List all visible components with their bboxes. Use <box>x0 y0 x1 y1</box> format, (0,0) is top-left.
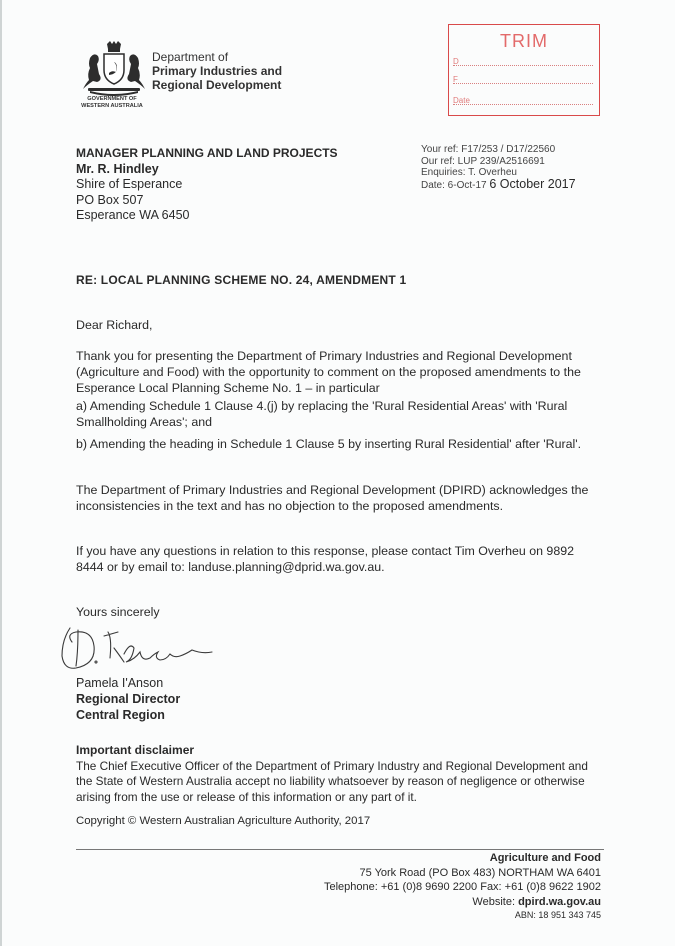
closing: Yours sincerely <box>76 605 160 619</box>
footer-website-label: Website: <box>472 895 519 908</box>
footer-address: 75 York Road (PO Box 483) NORTHAM WA 6401 <box>359 866 601 879</box>
trim-label-f: F <box>453 75 458 84</box>
paragraph-1b: b) Amending the heading in Schedule 1 Clause 5 by inserting Rural Residential' after 'Rural'. <box>76 437 582 451</box>
footer-website-line <box>324 895 601 910</box>
enquiries: Enquiries: T. Overheu <box>421 167 517 179</box>
salutation: Dear Richard, <box>76 318 153 332</box>
department-name <box>152 50 282 92</box>
signer-region: Central Region <box>76 708 165 722</box>
subject-line: RE: LOCAL PLANNING SCHEME NO. 24, AMENDMENT 1 <box>76 273 407 287</box>
trim-line-date <box>453 104 593 105</box>
paragraph-1a: a) Amending Schedule 1 Clause 4.(j) by replacing the 'Rural Residential Areas' with 'Rural Smallholding Areas'; and <box>76 399 568 429</box>
reference-block <box>421 144 576 191</box>
date-line <box>421 176 576 192</box>
disclaimer-text: The Chief Executive Officer of the Department of Primary Industry and Regional Development and the State of Western Australia accept no liability whatsoever by reason of negligence or otherwise arising from the use or release of this information or any part of it. <box>76 759 588 804</box>
footer-divider <box>76 849 604 850</box>
date-label: Date: 6-Oct-17 <box>421 179 487 191</box>
your-ref: Your ref: F17/253 / D17/22560 <box>421 144 556 155</box>
signer-title: Regional Director <box>76 692 181 706</box>
trim-stamp <box>448 24 600 116</box>
footer-telephone: Telephone: +61 (0)8 9690 2200 Fax: +61 (0)8 9622 1902 <box>323 881 601 894</box>
addressee-po-box: PO Box 507 <box>76 192 144 207</box>
footer-abn: ABN: 18 951 343 745 <box>514 910 601 921</box>
footer-website-link[interactable]: dpird.wa.gov.au <box>518 895 601 908</box>
signer-block <box>76 675 180 723</box>
dept-line2: Primary Industries and <box>152 64 283 78</box>
trim-label-d: D <box>453 57 459 66</box>
paragraph-3: If you have any questions in relation to this response, please contact Tim Overheu on 9892 8444 or by email to: landuse.planning@dprid.wa.gov.au. <box>76 544 574 574</box>
dept-line1: Department of <box>152 50 229 64</box>
trim-line-d <box>453 65 593 66</box>
date-long: 6 October 2017 <box>489 176 576 191</box>
signer-name: Pamela I'Anson <box>76 676 164 690</box>
addressee-org: Shire of Esperance <box>76 177 183 192</box>
addressee-city: Esperance WA 6450 <box>76 208 190 223</box>
addressee-name: Mr. R. Hindley <box>76 161 159 176</box>
disclaimer-heading: Important disclaimer <box>76 743 195 757</box>
footer-division: Agriculture and Food <box>489 852 601 864</box>
dept-line3: Regional Development <box>152 78 282 92</box>
footer-block <box>324 851 601 921</box>
trim-title: TRIM <box>500 31 548 51</box>
paragraph-2: The Department of Primary Industries and Regional Development (DPIRD) acknowledges the inconsistencies in the text and has no objection to the proposed amendments. <box>76 483 589 513</box>
handwritten-signature-icon <box>52 618 222 678</box>
paragraph-1: Thank you for presenting the Department of Primary Industries and Regional Development (Agriculture and Food) with the opportunity to comment on the proposed amendments to the Esperance Local Planning Scheme No. 1 – in particular <box>76 349 581 395</box>
government-label <box>76 96 148 109</box>
our-ref: Our ref: LUP 239/A2516691 <box>421 155 545 167</box>
gov-label-line1: GOVERNMENT OF <box>87 96 137 102</box>
trim-label-date: Date <box>453 96 470 105</box>
addressee-title: MANAGER PLANNING AND LAND PROJECTS <box>76 146 338 160</box>
gov-label-line2: WESTERN AUSTRALIA <box>81 102 143 109</box>
copyright-notice: Copyright © Western Australian Agriculture Authority, 2017 <box>76 815 371 827</box>
addressee-block <box>76 146 338 224</box>
trim-line-f <box>453 83 593 84</box>
wa-coat-of-arms-icon <box>78 40 150 98</box>
